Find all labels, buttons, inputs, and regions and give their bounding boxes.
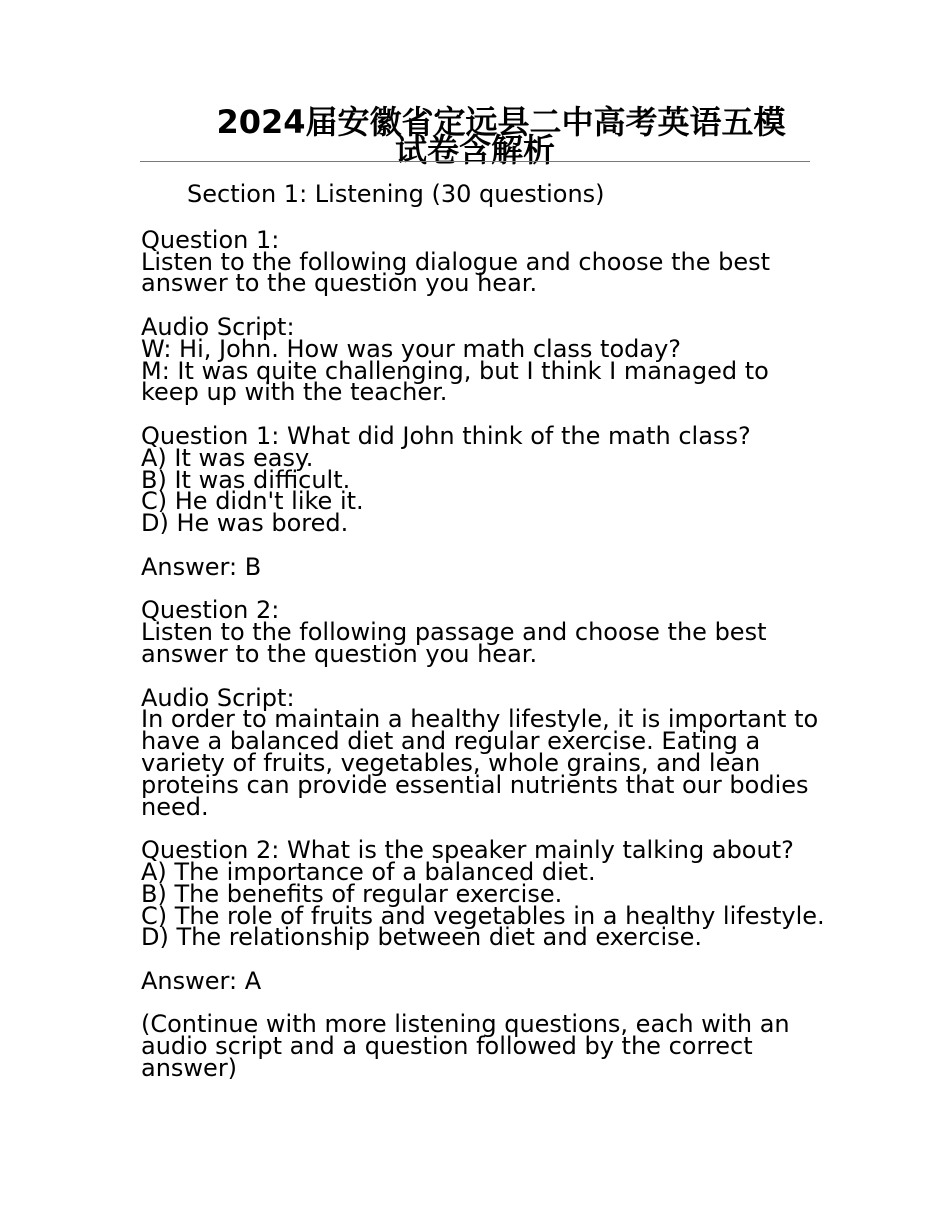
question-1-instruction <box>141 225 821 298</box>
question-2-instruction <box>141 596 821 668</box>
question-text: Question 2: What is the speaker mainly talking about? <box>141 836 794 865</box>
continue-note <box>141 1010 821 1083</box>
option-b: B) It was difficult. <box>141 465 351 494</box>
document-title <box>140 103 810 169</box>
script-line: W: Hi, John. How was your math class today? <box>141 334 682 363</box>
answer-text: Answer: B <box>141 552 262 581</box>
option-d: D) The relationship between diet and exercise. <box>141 923 703 952</box>
question-2-options <box>141 836 825 952</box>
option-c: C) He didn't like it. <box>141 487 364 516</box>
question-2-answer <box>141 966 821 995</box>
option-a: A) The importance of a balanced diet. <box>141 857 596 886</box>
script-line: proteins can provide essential nutrients that our bodies <box>141 770 809 799</box>
script-line: need. <box>141 792 209 821</box>
section-heading: Section 1: Listening (30 questions) <box>187 180 605 208</box>
question-2-audio-script <box>141 683 821 821</box>
audio-script-label: Audio Script: <box>141 312 295 341</box>
title-line-1: 2024届安徽省定远县二中高考英语五模 <box>216 103 786 141</box>
continue-line: audio script and a question followed by the correct <box>141 1032 753 1061</box>
script-line: In order to maintain a healthy lifestyle, it is important to <box>141 705 819 734</box>
instruction-line: Listen to the following passage and choose the best <box>141 618 767 647</box>
instruction-line: answer to the question you hear. <box>141 639 538 668</box>
title-underline <box>140 161 810 162</box>
audio-script-label: Audio Script: <box>141 683 295 712</box>
answer-text: Answer: A <box>141 966 262 995</box>
question-label: Question 2: <box>141 596 280 625</box>
question-label: Question 1: <box>141 225 280 254</box>
script-line: variety of fruits, vegetables, whole grains, and lean <box>141 748 761 777</box>
question-text: Question 1: What did John think of the math class? <box>141 421 751 450</box>
option-b: B) The benefits of regular exercise. <box>141 879 563 908</box>
question-1-answer <box>141 552 821 581</box>
instruction-line: Listen to the following dialogue and choose the best <box>141 247 771 276</box>
script-line: M: It was quite challenging, but I think I managed to <box>141 356 769 385</box>
instruction-line: answer to the question you hear. <box>141 269 538 298</box>
option-a: A) It was easy. <box>141 443 314 472</box>
question-1-options <box>141 421 821 538</box>
option-d: D) He was bored. <box>141 509 349 538</box>
script-line: have a balanced diet and regular exercise. Eating a <box>141 727 761 756</box>
title-line-2: 试卷含解析 <box>394 131 555 169</box>
continue-line: answer) <box>141 1054 238 1083</box>
script-line: keep up with the teacher. <box>141 378 448 407</box>
option-c: C) The role of fruits and vegetables in a healthy lifestyle. <box>141 901 825 930</box>
document-body <box>141 180 825 1102</box>
continue-line: (Continue with more listening questions, each with an <box>141 1010 790 1039</box>
question-1-audio-script <box>141 312 821 407</box>
